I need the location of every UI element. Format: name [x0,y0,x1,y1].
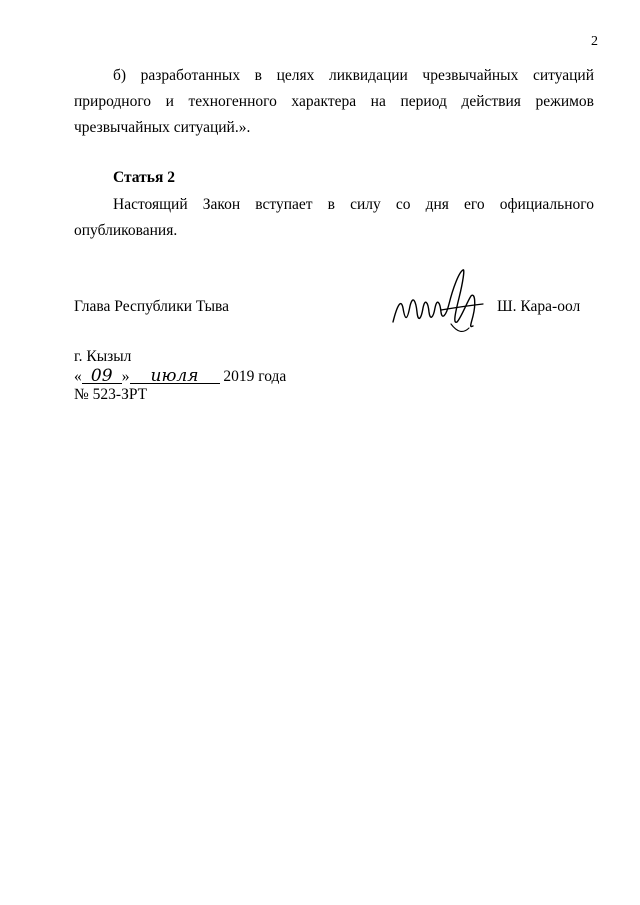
paragraph-line: природного и техногенного характера на период действия режимов [74,93,594,110]
signing-date [74,368,286,386]
date-close-quote: » [121,368,130,385]
signatory-title: Глава Республики Тыва [74,298,230,315]
date-year: 2019 года [223,368,287,385]
date-month: июля [130,369,220,384]
handwritten-signature [383,262,493,342]
paragraph-line: чрезвычайных ситуаций.». [74,119,251,136]
article-text-line: опубликования. [74,222,178,239]
article-text-line: Настоящий Закон вступает в силу со дня его официального [113,196,594,213]
law-number: № 523-ЗРТ [74,386,148,403]
signing-place: г. Кызыл [74,348,132,365]
paragraph-line: б) разработанных в целях ликвидации чрезвычайных ситуаций [113,67,594,84]
date-day: 09 [82,369,122,384]
date-open-quote: « [74,368,82,385]
page-number: 2 [591,34,598,49]
article-heading: Статья 2 [113,169,175,186]
signatory-name: Ш. Кара-оол [497,298,581,315]
